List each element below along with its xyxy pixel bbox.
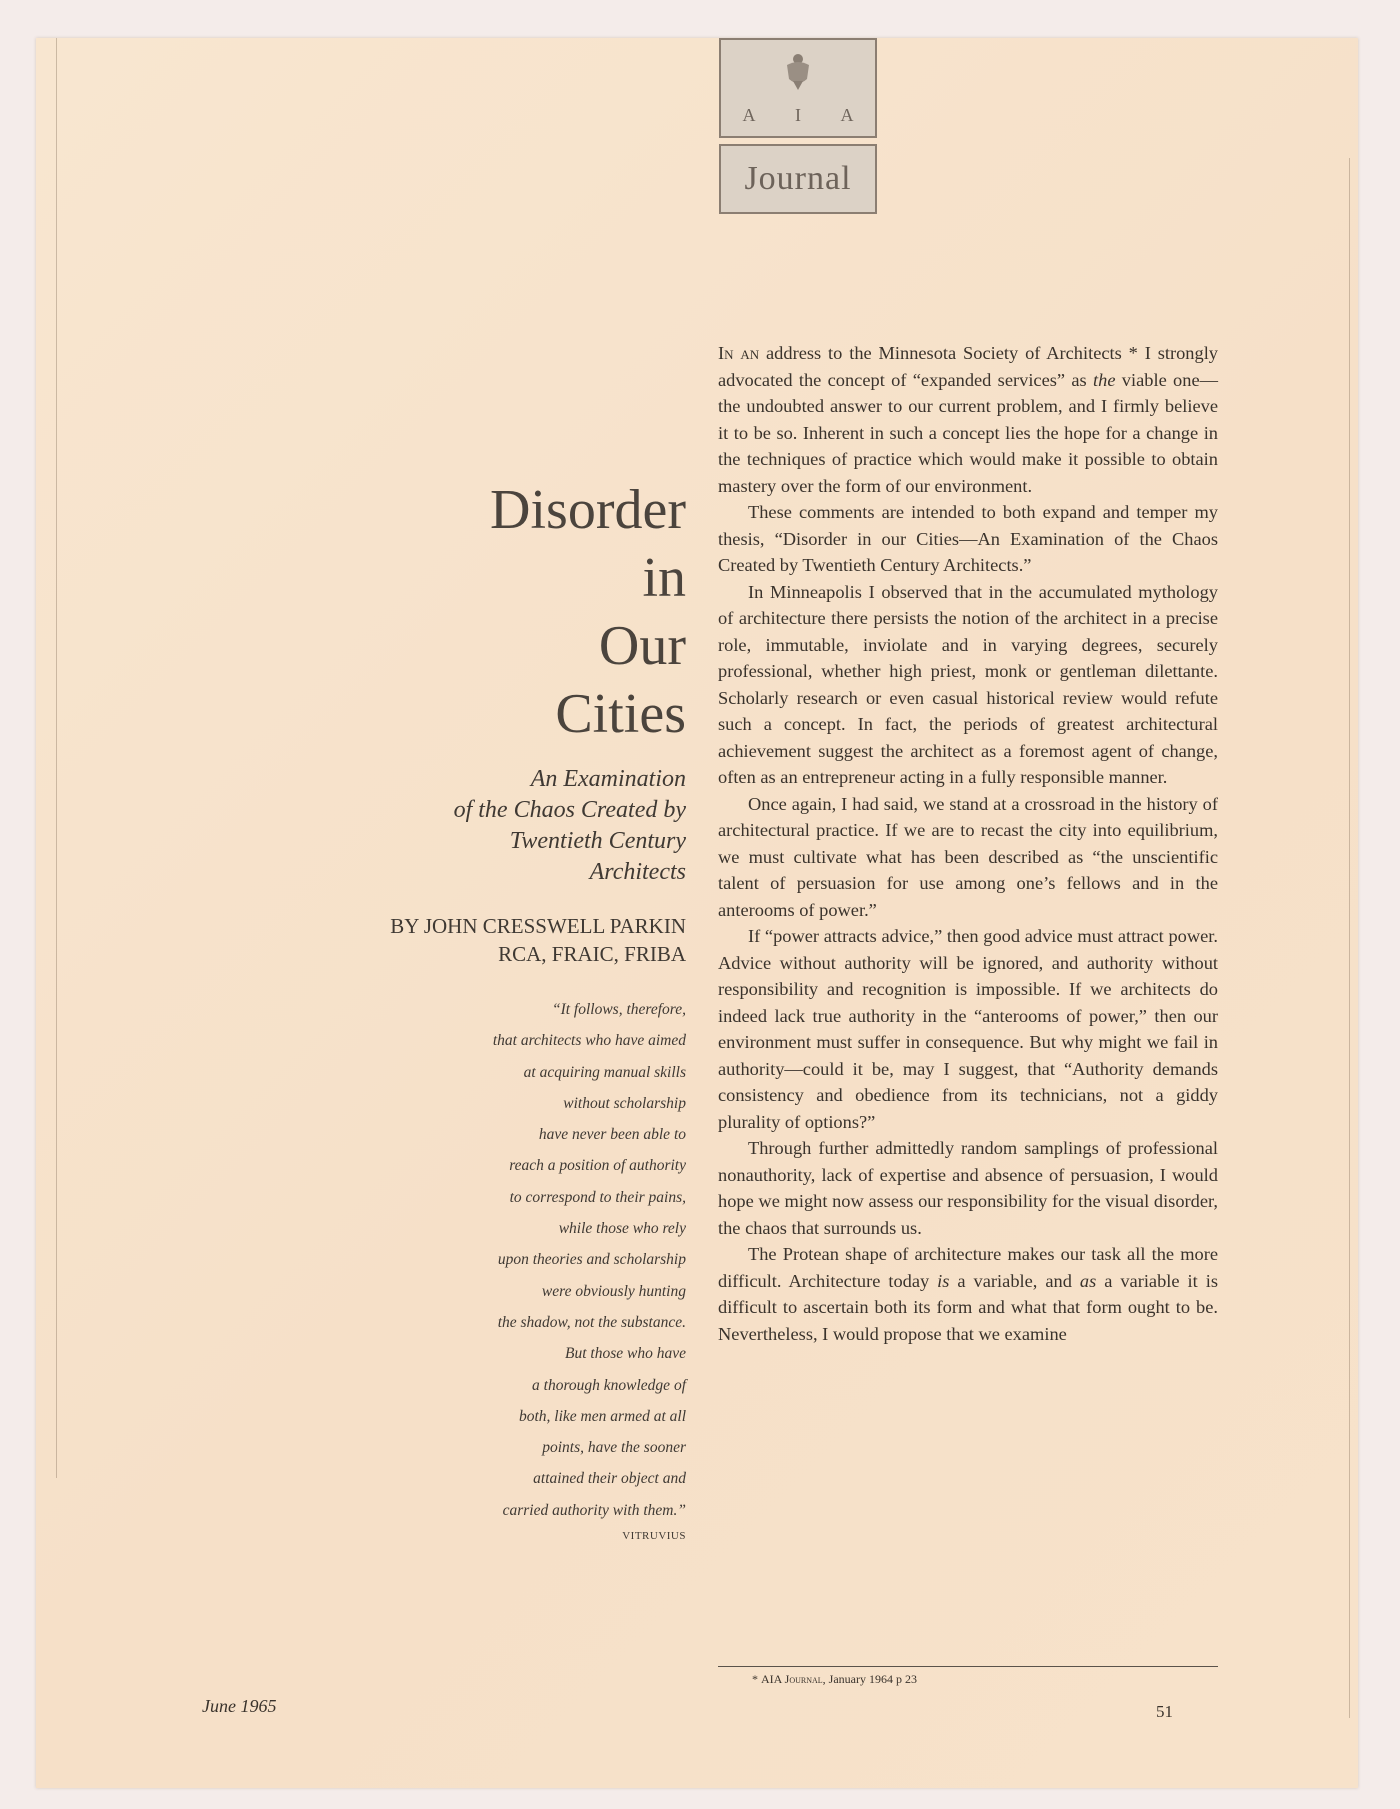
body-paragraph: If “power attracts advice,” then good advice must attract power. Advice without authority will be ignored, and authority without responsibility and recognition is impossible. If we architects do indeed lack true authority in the “anterooms of power,” then our environment must suffer in consequence. But why might we fail in authority—could it be, may I suggest, that “Authority demands consistency and obedience from its technicians, not a giddy plurality of options?” [718, 926, 1218, 1132]
quote-line: that architects who have aimed [492, 1032, 686, 1050]
epigraph-quote [386, 994, 686, 1526]
body-paragraph [718, 1241, 1218, 1347]
article-title [426, 476, 686, 748]
quote-line: at acquiring manual skills [523, 1063, 686, 1081]
title-line: Our [598, 615, 686, 677]
quote-line: a thorough knowledge of [532, 1376, 686, 1394]
byline-line: RCA, FRAIC, FRIBA [498, 942, 686, 966]
byline-line: BY JOHN CRESSWELL PARKIN [390, 914, 686, 938]
masthead-journal-box [719, 144, 877, 214]
lead-in: In an [718, 343, 760, 363]
title-line: Cities [555, 683, 686, 745]
quote-line: have never been able to [538, 1126, 686, 1144]
masthead-aia-box [719, 38, 877, 138]
masthead-aia-text: A I A [742, 105, 872, 125]
journal-page [36, 38, 1358, 1788]
footnote [752, 1672, 917, 1687]
body-text: a variable, and [949, 1270, 1080, 1291]
masthead [718, 38, 878, 220]
body-text: viable one—the undoubted answer to our current problem, and I firmly believe it to be so. Inherent in such a concept lies the hope for a change in the techniques of practice which would make it possible to obtain mastery over the form of our environment. [718, 369, 1218, 496]
quote-line: reach a position of authority [509, 1157, 686, 1175]
footnote-journal: AIA Journal [761, 1672, 823, 1686]
article-body [718, 340, 1218, 1347]
body-paragraph [718, 340, 1218, 499]
quote-line: But those who have [565, 1345, 686, 1363]
page-edge [1349, 158, 1350, 1718]
quote-attribution: VITRUVIUS [622, 1530, 686, 1542]
footnote-mark: * [752, 1672, 761, 1686]
quote-line: upon theories and scholarship [497, 1251, 686, 1269]
quote-line: to correspond to their pains, [509, 1188, 686, 1206]
quote-line: both, like men armed at all [518, 1407, 686, 1425]
body-paragraph: In Minneapolis I observed that in the accumulated mythology of architecture there persists the notion of the architect in a precise role, immutable, inviolate and in varying degrees, securely professional, whether high priest, monk or gentleman dilettante. Scholarly research or even casual historical review would refute such a concept. In fact, the periods of greatest architectural achievement suggest the architect as a foremost agent of change, often as an entrepreneur acting in a fully responsible manner. [718, 581, 1218, 787]
eagle-emblem-icon [783, 51, 813, 91]
title-line: Disorder [490, 479, 686, 541]
title-line: in [642, 547, 686, 609]
masthead-journal-logo: Journal [744, 160, 852, 197]
quote-line: carried authority with them.” [502, 1501, 686, 1519]
author-byline [306, 912, 686, 968]
quote-line: without scholarship [563, 1094, 686, 1112]
quote-line: the shadow, not the substance. [497, 1313, 686, 1331]
subtitle-line: An Examination [530, 766, 686, 792]
body-paragraph: Through further admittedly random samplings of professional nonauthority, lack of expertise and absence of persuasion, I would hope we might now assess our responsibility for the visual disorder, the chaos that surrounds us. [718, 1138, 1218, 1238]
issue-date: June 1965 [202, 1696, 277, 1716]
body-paragraph: Once again, I had said, we stand at a crossroad in the history of architectural practice. If we are to recast the city into equilibrium, we must cultivate what has been described as “the unscientific talent of persuasion for use among one’s fellows and in the anterooms of power.” [718, 793, 1218, 920]
quote-line: were obviously hunting [541, 1282, 686, 1300]
quote-line: attained their object and [533, 1470, 686, 1488]
body-paragraph: These comments are intended to both expand and temper my thesis, “Disorder in our Cities—An Examination of the Chaos Created by Twentieth Century Architects.” [718, 502, 1218, 575]
quote-line: while those who rely [558, 1220, 686, 1238]
article-subtitle [366, 764, 686, 888]
subtitle-line: Architects [589, 859, 686, 885]
emphasis: as [1079, 1270, 1097, 1291]
emphasis: the [1093, 369, 1116, 390]
binding-edge [56, 38, 57, 1478]
subtitle-line: of the Chaos Created by [453, 797, 686, 823]
footnote-text: , January 1964 p 23 [822, 1672, 917, 1686]
body-text: a variable it is difficult to ascertain both its form and what that form ought to be. Nevertheless, I would propose that we examine [718, 1270, 1218, 1344]
page-number: 51 [1156, 1702, 1173, 1721]
emphasis: is [937, 1270, 950, 1291]
body-text: address to the Minnesota Society of Architects * I strongly advocated the concept of “expanded services” as [718, 343, 1218, 390]
subtitle-line: Twentieth Century [509, 828, 686, 854]
quote-line: points, have the sooner [542, 1439, 686, 1457]
footnote-divider [718, 1666, 1218, 1667]
quote-line: “It follows, therefore, [551, 1001, 686, 1018]
body-text: The Protean shape of architecture makes our task all the more difficult. Architecture today [718, 1244, 1218, 1291]
